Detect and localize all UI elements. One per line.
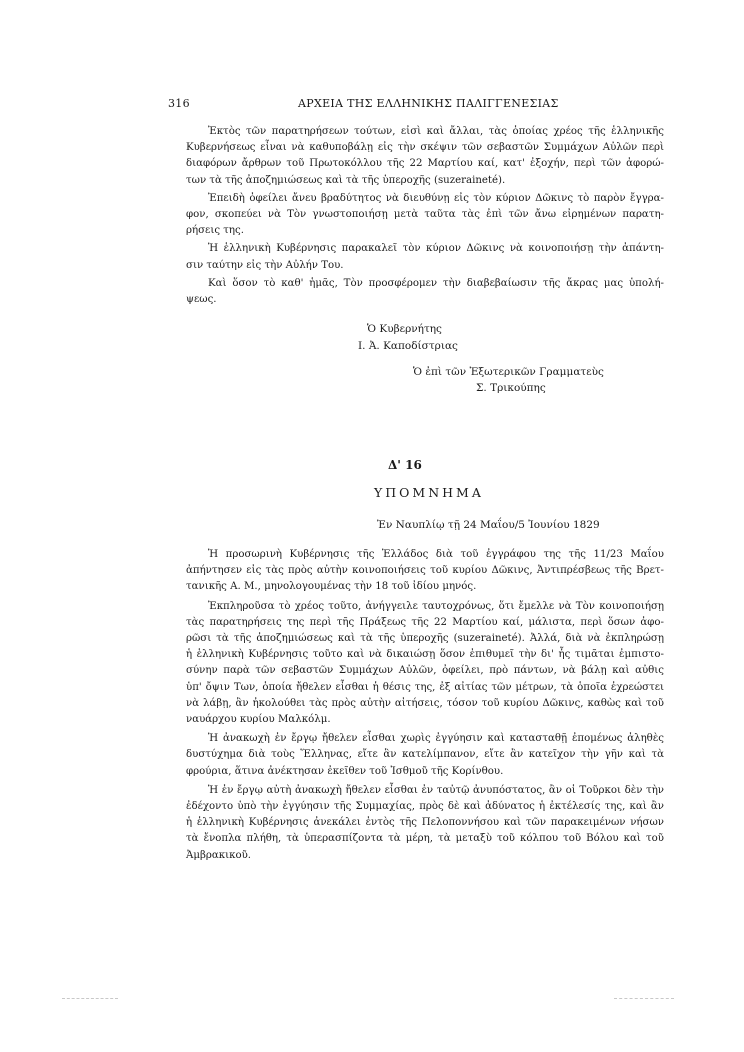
running-head: ΑΡΧΕΙΑ ΤΗΣ ΕΛΛΗΝΙΚΗΣ ΠΑΛΙΓΓΕΝΕΣΙΑΣ: [298, 97, 559, 110]
text-line: Κυβερνήσεως εἶναι νὰ καθυποβάλῃ εἰς τὴν σκέψιν τῶν σεβαστῶν Συμμάχων Αὐλῶν περὶ: [186, 142, 664, 154]
document-dateline: Ἐν Ναυπλίῳ τῇ 24 Μαΐου/5 Ἰουνίου 1829: [377, 519, 600, 531]
document-body: [186, 547, 664, 867]
text-line: Ἡ ἐν ἔργῳ αὐτὴ ἀνακωχὴ ἤθελεν εἶσθαι ἐν ταὐτῷ ἀνυπόστατος, ἂν οἱ Τοῦρκοι δὲν τὴν: [208, 784, 664, 796]
document-number: Δ' 16: [388, 458, 422, 472]
text-line: ἡ ἑλληνικὴ Κυβέρνησις ἀνεκάλει ἐντὸς τῆς Πελοποννήσου καὶ τῶν παρακειμένων νήσων: [186, 817, 664, 829]
text-line: των τὰ τῆς ἀποζημιώσεως καὶ τὰ τῆς ὑπεροχῆς (suzeraineté).: [186, 174, 506, 186]
signature-secretary-title: Ὁ ἐπὶ τῶν Ἐξωτερικῶν Γραμματεὺς: [413, 366, 604, 378]
text-line: τὰ ἔνοπλα πλήθη, τὰ ὑπερασπίζοντα τὰ μέρη, τὰ μεταξὺ τοῦ κόλπου τοῦ Βόλου καὶ τοῦ: [186, 833, 664, 845]
paragraph: [186, 241, 664, 273]
text-line: Ἐκτὸς τῶν παρατηρήσεων τούτων, εἰσὶ καὶ ἄλλαι, τὰς ὁποίας χρέος τῆς ἑλληνικῆς: [208, 126, 664, 137]
text-line: τὰς παρατηρήσεις της περὶ τῆς Πράξεως τῆς 22 Μαρτίου καί, μάλιστα, περὶ ὅσων ἀφο-: [186, 616, 664, 628]
paragraph: [186, 599, 664, 729]
text-line: φρούρια, ἅτινα ἀνέκτησαν ἐκεῖθεν τοῦ Ἰσθμοῦ τῆς Κορίνθου.: [186, 765, 504, 777]
text-line: Ἐπειδὴ ὀφείλει ἄνευ βραδύτητος νὰ διευθύνῃ εἰς τὸν κύριον Δῶκινς τὸ παρὸν ἔγγρα-: [208, 192, 664, 204]
page-header: [168, 97, 568, 115]
text-line: ὑπ' ὄψιν Των, ὁποία ἤθελεν εἶσθαι ἡ θέσις της, ἐξ αἰτίας τῶν μέτρων, τὰ ὁποῖα ἐχρεώστει: [186, 681, 664, 693]
page-number: 316: [168, 97, 190, 110]
paragraph: [186, 276, 664, 308]
text-line: σύνην παρὰ τῶν σεβαστῶν Συμμάχων Αὐλῶν, ὀφείλει, πρὸ πάντων, νὰ βάλῃ καὶ αὐθις: [186, 665, 664, 677]
text-line: δυστύχημα διὰ τοὺς Ἕλληνας, εἴτε ἂν κατελίμπανον, εἴτε ἂν κατεῖχον τὴν γῆν καὶ τὰ: [186, 749, 664, 761]
text-line: ρῶσι τὰ τῆς ἀποζημιώσεως καὶ τὰ τῆς ὑπεροχῆς (suzeraineté). Ἀλλά, διὰ νὰ ἐκπληρώσῃ: [186, 633, 664, 645]
text-line: Ἐκπληροῦσα τὸ χρέος τοῦτο, ἀνήγγειλε ταυτοχρόνως, ὅτι ἔμελλε νὰ Τὸν κοινοποιήσῃ: [208, 600, 664, 612]
paragraph: [186, 731, 664, 780]
text-line: φον, σκοπεύει νὰ Τὸν γνωστοποιήσῃ μετὰ ταῦτα τὰς ἐπὶ τῶν ἄνω εἰρημένων παρατη-: [186, 209, 664, 221]
text-line: σιν ταύτην εἰς τὴν Αὐλήν Του.: [186, 259, 344, 271]
text-line: Ἡ προσωρινὴ Κυβέρνησις τῆς Ἑλλάδος διὰ τοῦ ἐγγράφου της τῆς 11/23 Μαΐου: [208, 549, 664, 560]
signature-governor-title: Ὁ Κυβερνήτης: [367, 323, 442, 335]
text-line: ψεως.: [186, 294, 217, 306]
text-line: ἡ ἑλληνικὴ Κυβέρνησις τοῦτο καὶ νὰ δικαιώσῃ ὅσον ἐπιθυμεῖ τὴν δι' ἧς τιμᾶται ἐμπιστο-: [186, 649, 664, 661]
text-line: ἀπήντησεν εἰς τὰς πρὸς αὐτὴν κοινοποιήσεις τοῦ κυρίου Δῶκινς, Ἀντιπρέσβεως τῆς Βρετ-: [186, 565, 664, 577]
paragraph: [186, 783, 664, 864]
text-line: ναυάρχου κυρίου Μαλκόλμ.: [186, 714, 331, 726]
paragraph: [186, 191, 664, 240]
text-line: ρήσεις της.: [186, 225, 244, 237]
paragraph: [186, 547, 664, 596]
text-line: Ἀμβρακικοῦ.: [186, 849, 252, 861]
text-line: Ἡ ἑλληνικὴ Κυβέρνησις παρακαλεῖ τὸν κύριον Δῶκινς νὰ κοινοποιήσῃ τὴν ἀπάντη-: [208, 243, 664, 255]
footer-rule-left: [62, 998, 118, 999]
text-line: Καὶ ὅσον τὸ καθ' ἡμᾶς, Τὸν προσφέρομεν τὴν διαβεβαίωσιν τῆς ἄκρας μας ὑπολή-: [208, 277, 664, 289]
signature-governor-name: Ι. Ἀ. Καποδίστριας: [358, 340, 458, 352]
text-line: διαφόρων ἄρθρων τοῦ Πρωτοκόλλου τῆς 22 Μαρτίου καί, κατ' ἐξοχήν, περὶ τῶν ἀφορώ-: [186, 158, 664, 170]
text-line: τανικῆς Α. Μ., μηνολογουμένας τὴν 18 τοῦ ἰδίου μηνός.: [186, 581, 477, 593]
text-line: νὰ λάβῃ, ἂν ἠκολούθει τὰς πρὸς αὐτὴν αἰτήσεις, τόσον τοῦ κυρίου Δῶκινς, καθὼς καὶ τοῦ: [186, 697, 664, 709]
document-title: ΥΠΟΜΝΗΜΑ: [374, 485, 484, 500]
letter-end-body: [186, 124, 664, 310]
text-line: Ἡ ἀνακωχὴ ἐν ἔργῳ ἤθελεν εἶσθαι χωρὶς ἐγγύησιν καὶ κατασταθῇ ἐπομένως ἀληθὲς: [208, 733, 664, 745]
footer-rule-right: [614, 998, 674, 999]
paragraph: [186, 124, 664, 189]
text-line: ἐδέχοντο ὑπὸ τὴν ἐγγύησιν τῆς Συμμαχίας, πρὸς δὲ καὶ ἀδύνατος ἡ ἐκτέλεσίς της, καὶ ἂν: [186, 801, 664, 813]
signature-secretary-name: Σ. Τρικούπης: [476, 382, 546, 394]
